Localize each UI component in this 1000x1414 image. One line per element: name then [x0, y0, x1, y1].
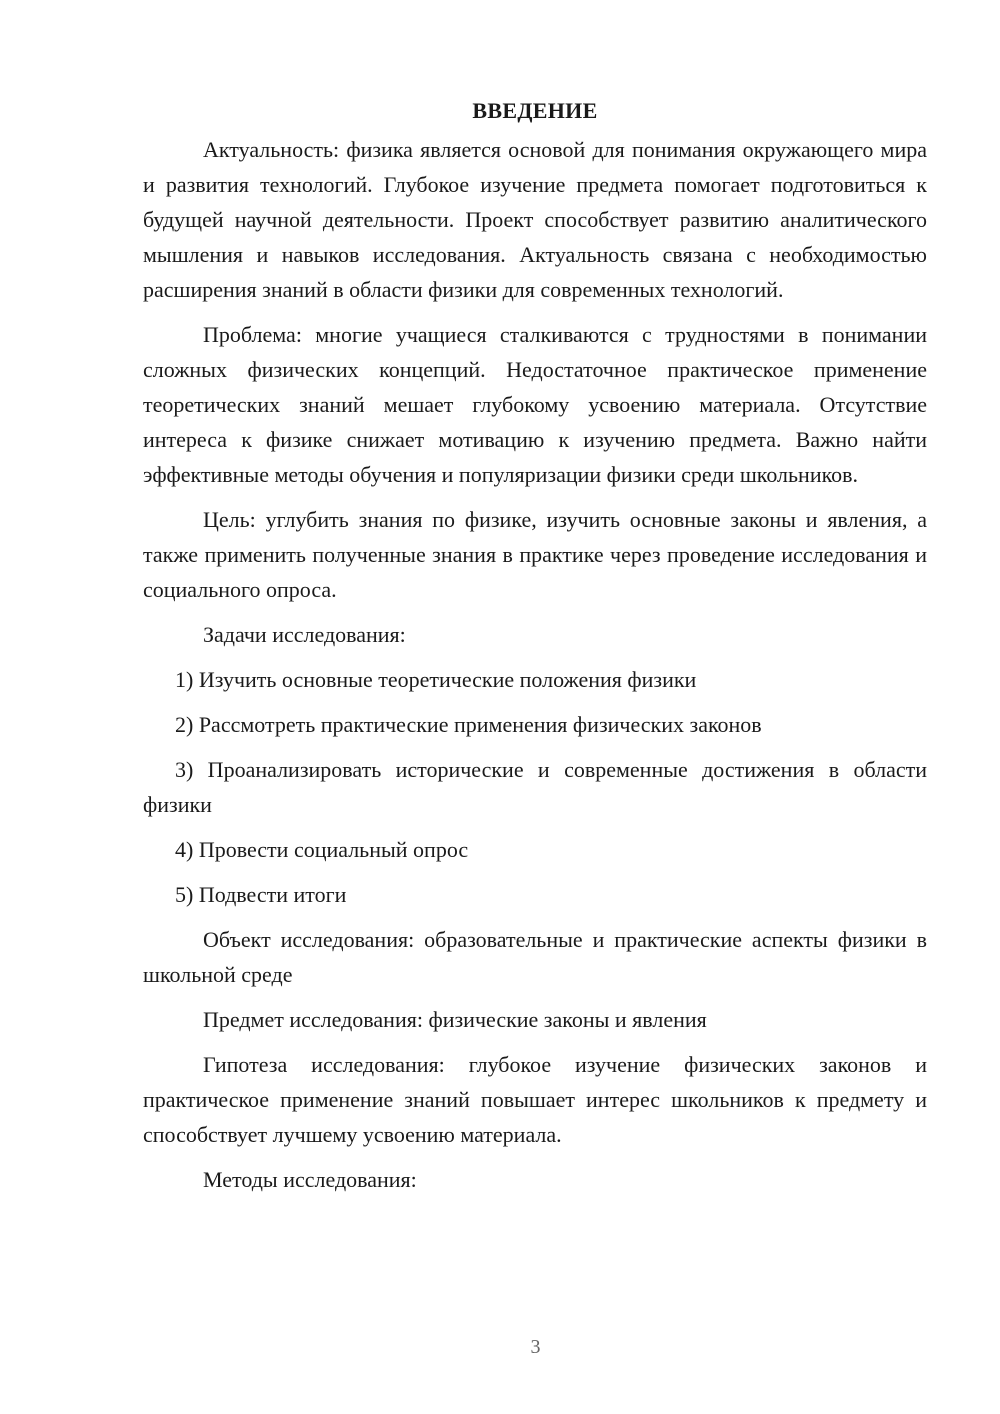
task-item-1: 1) Изучить основные теоретические положения физики [175, 667, 697, 692]
paragraph-problem: Проблема: многие учащиеся сталкиваются с трудностями в понимании сложных физических концепций. Недостаточное практическое применение теоретических знаний мешает глубокому усвоению материала. Отсутствие интереса к физике снижает мотивацию к изучению предмета. Важно найти эффективные методы обучения и популяризации физики среди школьников. [143, 322, 927, 487]
paragraph-hypothesis: Гипотеза исследования: глубокое изучение физических законов и практическое применение знаний повышает интерес школьников к предмету и способствует лучшему усвоению материала. [143, 1052, 927, 1147]
task-item-4: 4) Провести социальный опрос [175, 837, 469, 862]
task-item-5: 5) Подвести итоги [175, 882, 347, 907]
paragraph-relevance: Актуальность: физика является основой для понимания окружающего мира и развития технологий. Глубокое изучение предмета помогает подготовиться к будущей научной деятельности. Проект способствует развитию аналитического мышления и навыков исследования. Актуальность связана с необходимостью расширения знаний в области физики для современных технологий. [143, 137, 927, 302]
paragraph-subject: Предмет исследования: физические законы и явления [203, 1007, 707, 1032]
tasks-heading: Задачи исследования: [203, 622, 406, 647]
page-title: ВВЕДЕНИЕ [472, 98, 598, 123]
paragraph-object: Объект исследования: образовательные и практические аспекты физики в школьной среде [143, 927, 927, 987]
paragraph-goal: Цель: углубить знания по физике, изучить основные законы и явления, а также применить полученные знания в практике через проведение исследования и социального опроса. [143, 507, 927, 602]
document-page [143, 96, 927, 1197]
page-number: 3 [530, 1336, 541, 1358]
task-item-2: 2) Рассмотреть практические применения физических законов [175, 712, 762, 737]
task-item-3: 3) Проанализировать исторические и современные достижения в области физики [143, 757, 927, 817]
paragraph-methods: Методы исследования: [203, 1167, 417, 1192]
